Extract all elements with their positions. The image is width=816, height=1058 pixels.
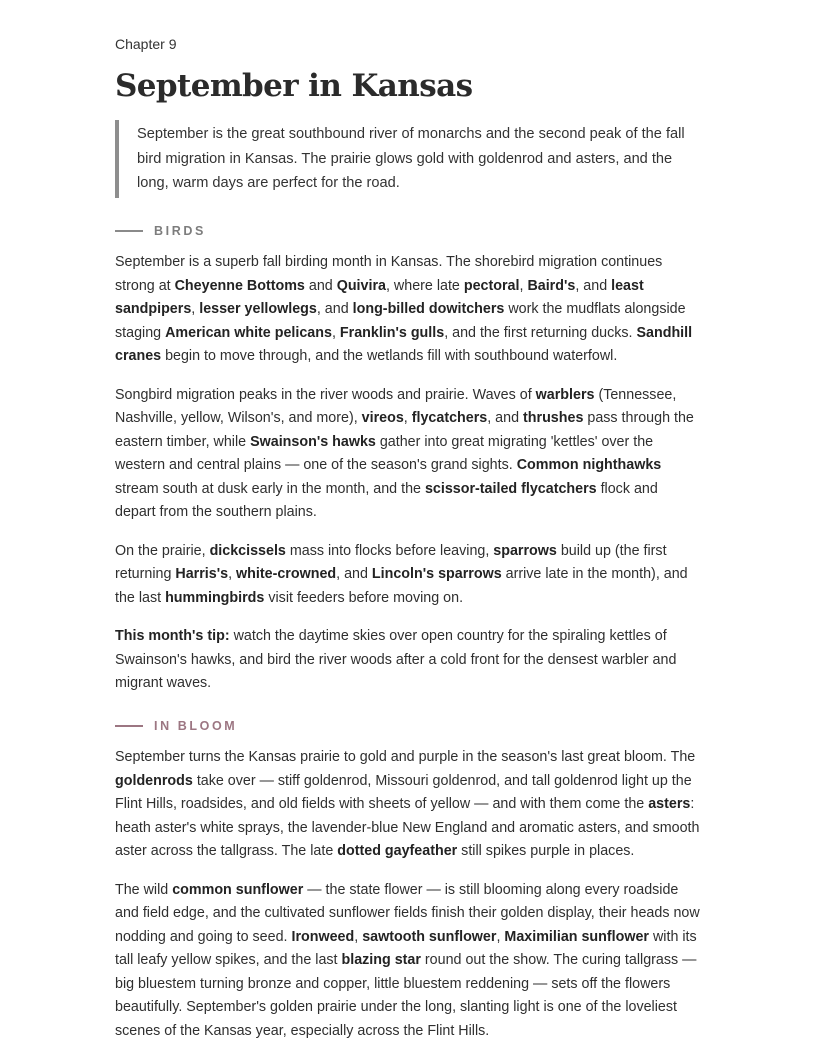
- bold-term: Ironweed: [291, 928, 355, 945]
- section-in-bloom: [115, 717, 701, 1058]
- bold-term: blazing star: [341, 952, 421, 968]
- page-title: September in Kansas: [115, 68, 473, 104]
- section-heading-label: IN BLOOM: [154, 719, 238, 733]
- text-run: gather into great migrating 'kettles' over the western and central plains — one of the season's grand sights.: [115, 433, 654, 473]
- bold-term: flycatchers: [411, 410, 488, 426]
- text-run: , and: [336, 566, 372, 582]
- bold-term: thrushes: [523, 410, 584, 426]
- bold-term: Maximilian sunflower: [504, 928, 649, 945]
- text-run: take over — stiff goldenrod, Missouri goldenrod, and tall goldenrod light up the Flint Hills, roadsides, and old fields with sheets of yellow — and with them come the: [115, 772, 692, 812]
- bold-term: sawtooth sunflower: [362, 928, 497, 945]
- bold-term: warblers: [535, 386, 595, 403]
- text-run: watch the daytime skies over open country for the spiraling kettles of Swainson's hawks, and bird the river woods after a cold front for the densest warbler and migrant waves.: [115, 628, 677, 691]
- text-run: On the prairie,: [115, 542, 210, 559]
- bold-term: Lincoln's sparrows: [371, 566, 502, 582]
- bold-term: asters: [648, 796, 691, 812]
- text-run: , and: [487, 410, 524, 426]
- text-run: ,: [403, 410, 412, 426]
- bold-term: American white pelicans: [165, 324, 332, 341]
- text-run: , and: [316, 301, 353, 317]
- text-run: still spikes purple in places.: [457, 843, 635, 859]
- bold-term: Cheyenne Bottoms: [174, 277, 305, 294]
- text-run: arrive late in the month), and the last: [115, 566, 688, 606]
- bold-term: Common nighthawks: [516, 457, 662, 473]
- bold-term: lesser yellowlegs: [199, 301, 317, 317]
- heading-rule: [115, 725, 143, 727]
- text-run: , and: [575, 277, 612, 294]
- text-run: , where late: [385, 277, 464, 294]
- bold-term: vireos: [361, 410, 404, 426]
- text-run: September is a superb fall birding month in Kansas. The shorebird migration continues strong at: [115, 254, 663, 294]
- text-run: ,: [228, 566, 237, 582]
- bold-term: Harris's: [175, 566, 229, 582]
- text-run: September turns the Kansas prairie to gold and purple in the season's last great bloom. The: [115, 749, 696, 765]
- text-run: (Tennessee, Nashville, yellow, Wilson's, and more),: [115, 386, 677, 426]
- text-run: ,: [354, 928, 363, 945]
- bold-term: Quivira: [336, 277, 386, 294]
- text-run: round out the show. The curing tallgrass — big bluestem turning bronze and copper, little bluestem reddening — sets off the flowers beautifully. September's golden prairie under the long, slanting light is one of the loveliest scenes of the Kansas year, especially across the Flint Hills.: [115, 952, 697, 1039]
- intro-blockquote: September is the great southbound river of monarchs and the second peak of the fall bird migration in Kansas. The prairie glows gold with goldenrod and asters, and the long, warm days are perfect for the road.: [115, 120, 701, 198]
- text-run: flock and depart from the southern plains.: [115, 480, 658, 520]
- bold-term: long-billed dowitchers: [352, 301, 505, 317]
- text-run: visit feeders before moving on.: [264, 589, 464, 606]
- bold-term: Franklin's gulls: [339, 324, 445, 341]
- bold-term: scissor-tailed flycatchers: [424, 480, 597, 497]
- paragraph: [115, 251, 701, 369]
- bold-term: dotted gayfeather: [337, 843, 458, 859]
- text-run: work the mudflats alongside staging: [115, 301, 686, 341]
- paragraph: [115, 879, 701, 1044]
- text-run: and: [304, 277, 337, 294]
- paragraph: [115, 540, 701, 611]
- text-run: ,: [191, 301, 200, 317]
- bold-term: Swainson's hawks: [250, 433, 376, 450]
- bold-term: sparrows: [493, 542, 557, 559]
- paragraph: [115, 384, 701, 525]
- bold-term: goldenrods: [115, 772, 193, 789]
- bold-term: common sunflower: [172, 881, 304, 898]
- text-run: pass through the eastern timber, while: [115, 410, 694, 450]
- text-run: ,: [496, 928, 505, 945]
- heading-rule: [115, 230, 143, 232]
- text-run: begin to move through, and the wetlands fill with southbound waterfowl.: [161, 348, 618, 364]
- text-run: build up (the first returning: [115, 542, 667, 582]
- section-birds: [115, 222, 701, 711]
- bold-term: dickcissels: [209, 542, 286, 559]
- text-run: mass into flocks before leaving,: [285, 542, 494, 559]
- paragraph: [115, 625, 701, 696]
- bold-term: white-crowned: [236, 566, 337, 582]
- bold-term: Sandhill cranes: [115, 324, 693, 364]
- bold-term: least sandpipers: [115, 277, 644, 317]
- text-run: ,: [519, 277, 528, 294]
- bold-term: This month's tip:: [115, 628, 230, 644]
- section-heading-label: BIRDS: [154, 224, 206, 238]
- bold-term: pectoral: [463, 277, 520, 294]
- text-run: with its tall leafy yellow spikes, and the last: [115, 928, 697, 968]
- chapter-label: Chapter 9: [115, 36, 177, 52]
- text-run: ,: [331, 324, 340, 341]
- text-run: Songbird migration peaks in the river woods and prairie. Waves of: [115, 386, 536, 403]
- text-run: : heath aster's white sprays, the lavender-blue New England and aromatic asters, and smooth aster across the tallgrass. The late: [115, 796, 700, 859]
- paragraph: [115, 746, 701, 864]
- section-heading: [115, 222, 701, 240]
- text-run: stream south at dusk early in the month, and the: [115, 480, 425, 497]
- section-heading: [115, 717, 701, 735]
- text-run: The wild: [115, 881, 173, 898]
- text-run: — the state flower — is still blooming along every roadside and field edge, and the cultivated sunflower fields finish their golden display, their heads now nodding and going to seed.: [115, 881, 700, 945]
- bold-term: Baird's: [527, 277, 576, 294]
- bold-term: hummingbirds: [165, 589, 265, 606]
- text-run: , and the first returning ducks.: [444, 324, 637, 341]
